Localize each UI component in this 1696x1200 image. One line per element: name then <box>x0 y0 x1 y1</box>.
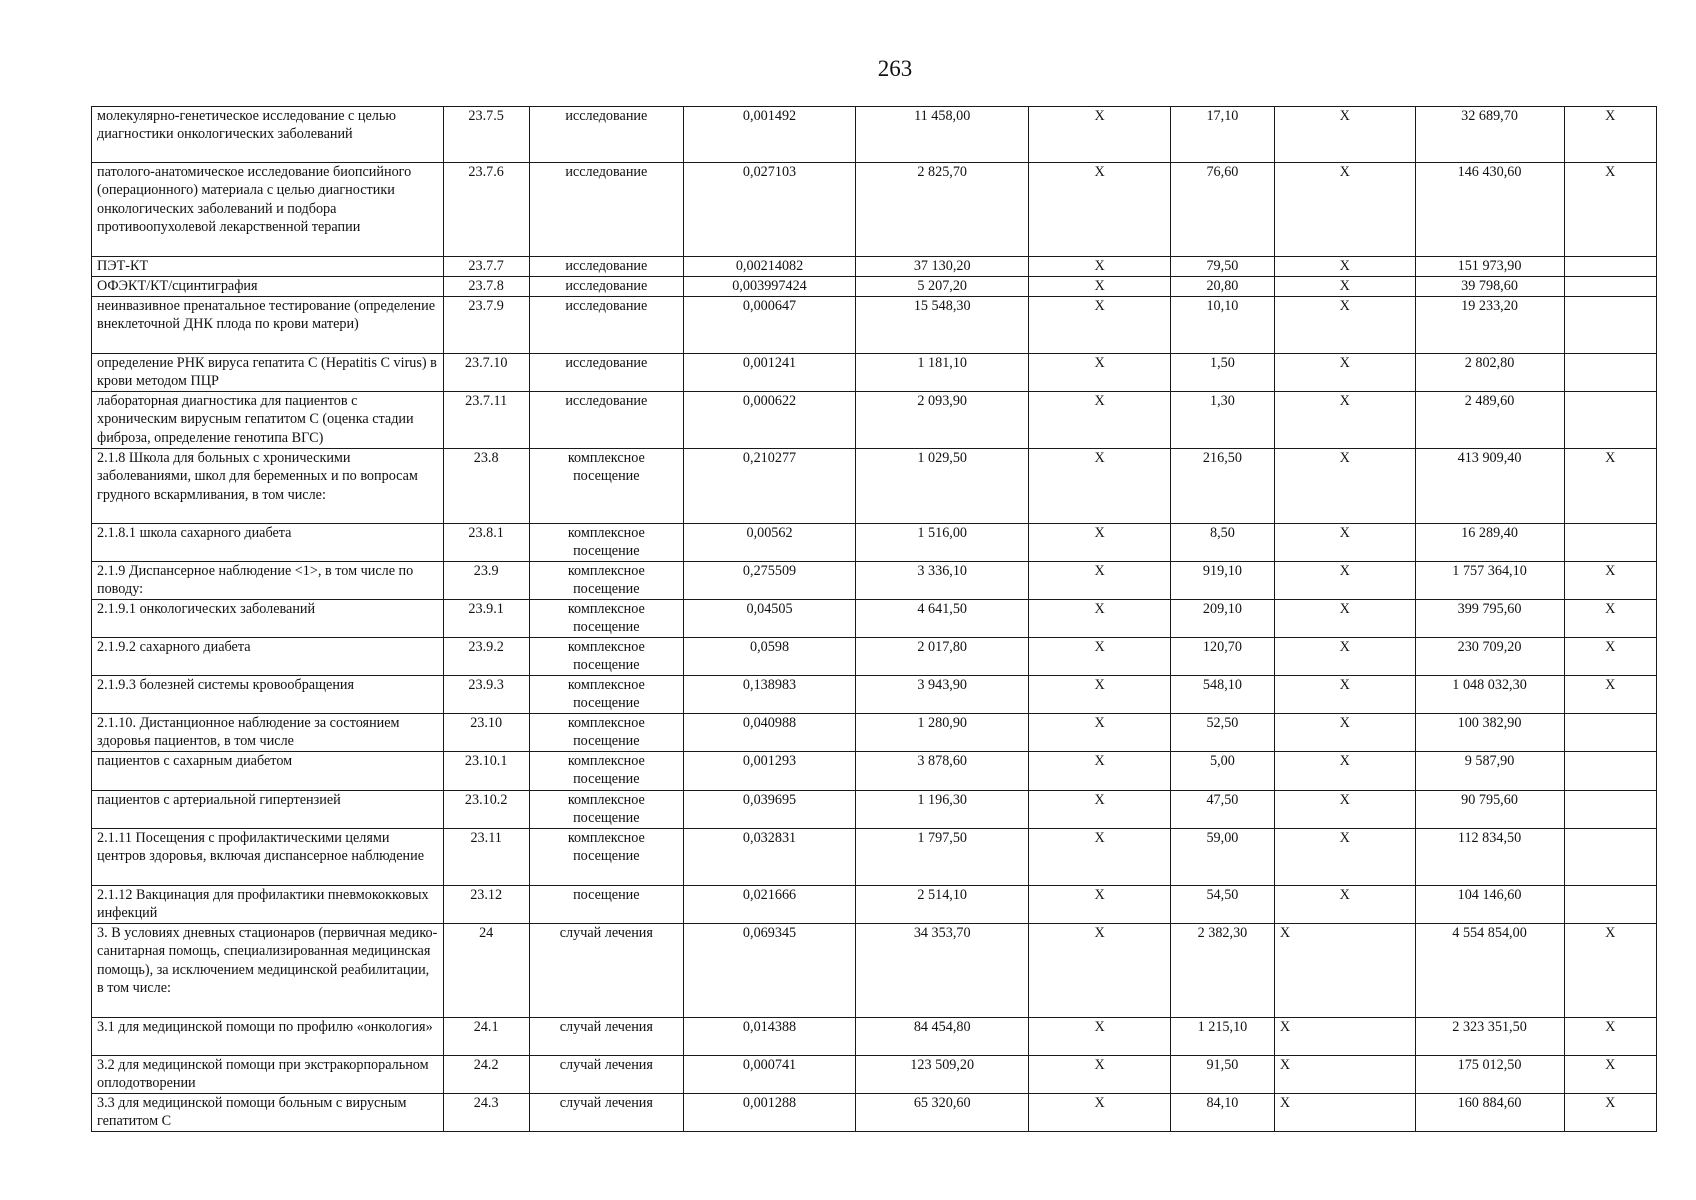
row-code-cell: 23.7.9 <box>443 297 529 354</box>
row-col9-cell: 160 884,60 <box>1415 1094 1564 1132</box>
row-col7-cell: 84,10 <box>1170 1094 1274 1132</box>
table-row <box>92 886 1657 924</box>
row-norm-cell: 0,210277 <box>683 449 855 524</box>
row-cost-cell: 84 454,80 <box>856 1018 1029 1056</box>
row-code-cell: 23.8 <box>443 449 529 524</box>
row-col6-cell: X <box>1029 163 1171 257</box>
row-col8-cell: X <box>1274 297 1415 354</box>
row-col10-cell <box>1564 392 1656 449</box>
row-col9-cell: 1 757 364,10 <box>1415 562 1564 600</box>
row-col7-cell: 2 382,30 <box>1170 924 1274 1018</box>
table-row <box>92 1094 1657 1132</box>
row-cost-cell: 1 181,10 <box>856 354 1029 392</box>
table-row <box>92 600 1657 638</box>
row-cost-cell: 2 093,90 <box>856 392 1029 449</box>
row-unit-cell: исследование <box>529 354 683 392</box>
row-cost-cell: 34 353,70 <box>856 924 1029 1018</box>
row-col6-cell: X <box>1029 449 1171 524</box>
row-col7-cell: 76,60 <box>1170 163 1274 257</box>
row-col6-cell: X <box>1029 562 1171 600</box>
row-name-cell: 2.1.10. Дистанционное наблюдение за состоянием здоровья пациентов, в том числе <box>92 714 444 752</box>
row-col10-cell <box>1564 277 1656 297</box>
row-col8-cell: X <box>1274 107 1415 163</box>
row-col7-cell: 1,50 <box>1170 354 1274 392</box>
row-col7-cell: 1 215,10 <box>1170 1018 1274 1056</box>
row-col6-cell: X <box>1029 791 1171 829</box>
row-code-cell: 23.7.11 <box>443 392 529 449</box>
row-col9-cell: 9 587,90 <box>1415 752 1564 791</box>
row-cost-cell: 1 029,50 <box>856 449 1029 524</box>
row-col10-cell <box>1564 524 1656 562</box>
row-col10-cell: X <box>1564 107 1656 163</box>
row-name-cell: 2.1.8 Школа для больных с хроническими заболеваниями, школ для беременных и по вопросам грудного вскармливания, в том числе: <box>92 449 444 524</box>
row-code-cell: 23.9.2 <box>443 638 529 676</box>
row-col7-cell: 5,00 <box>1170 752 1274 791</box>
row-unit-cell: исследование <box>529 297 683 354</box>
row-col6-cell: X <box>1029 600 1171 638</box>
row-code-cell: 23.7.10 <box>443 354 529 392</box>
row-col6-cell: X <box>1029 829 1171 886</box>
row-col8-cell: X <box>1274 1018 1415 1056</box>
row-unit-cell: комплексное посещение <box>529 676 683 714</box>
row-col6-cell: X <box>1029 752 1171 791</box>
row-cost-cell: 1 797,50 <box>856 829 1029 886</box>
row-norm-cell: 0,001241 <box>683 354 855 392</box>
row-col9-cell: 112 834,50 <box>1415 829 1564 886</box>
row-norm-cell: 0,021666 <box>683 886 855 924</box>
row-col7-cell: 8,50 <box>1170 524 1274 562</box>
row-cost-cell: 15 548,30 <box>856 297 1029 354</box>
row-norm-cell: 0,001288 <box>683 1094 855 1132</box>
table-row <box>92 449 1657 524</box>
table-row <box>92 297 1657 354</box>
table-row <box>92 257 1657 277</box>
row-code-cell: 23.9.1 <box>443 600 529 638</box>
table-row <box>92 1056 1657 1094</box>
row-col9-cell: 2 323 351,50 <box>1415 1018 1564 1056</box>
row-col9-cell: 104 146,60 <box>1415 886 1564 924</box>
row-col9-cell: 90 795,60 <box>1415 791 1564 829</box>
row-col8-cell: X <box>1274 886 1415 924</box>
row-code-cell: 23.9.3 <box>443 676 529 714</box>
row-unit-cell: комплексное посещение <box>529 791 683 829</box>
row-unit-cell: исследование <box>529 392 683 449</box>
row-col10-cell: X <box>1564 676 1656 714</box>
row-unit-cell: случай лечения <box>529 924 683 1018</box>
row-name-cell: ПЭТ-КТ <box>92 257 444 277</box>
row-unit-cell: комплексное посещение <box>529 714 683 752</box>
row-unit-cell: исследование <box>529 277 683 297</box>
table-row <box>92 277 1657 297</box>
row-cost-cell: 1 196,30 <box>856 791 1029 829</box>
row-col7-cell: 54,50 <box>1170 886 1274 924</box>
row-col6-cell: X <box>1029 277 1171 297</box>
row-col9-cell: 1 048 032,30 <box>1415 676 1564 714</box>
row-norm-cell: 0,00214082 <box>683 257 855 277</box>
table-row <box>92 676 1657 714</box>
table-row <box>92 107 1657 163</box>
row-cost-cell: 65 320,60 <box>856 1094 1029 1132</box>
row-col10-cell <box>1564 354 1656 392</box>
row-code-cell: 23.10 <box>443 714 529 752</box>
row-unit-cell: случай лечения <box>529 1018 683 1056</box>
row-col8-cell: X <box>1274 277 1415 297</box>
row-unit-cell: комплексное посещение <box>529 449 683 524</box>
row-col8-cell: X <box>1274 600 1415 638</box>
row-norm-cell: 0,069345 <box>683 924 855 1018</box>
row-col10-cell <box>1564 714 1656 752</box>
row-code-cell: 24.2 <box>443 1056 529 1094</box>
table-row <box>92 163 1657 257</box>
row-cost-cell: 3 336,10 <box>856 562 1029 600</box>
row-col10-cell: X <box>1564 1094 1656 1132</box>
row-norm-cell: 0,027103 <box>683 163 855 257</box>
row-col7-cell: 79,50 <box>1170 257 1274 277</box>
row-col9-cell: 146 430,60 <box>1415 163 1564 257</box>
row-col8-cell: X <box>1274 714 1415 752</box>
row-col10-cell <box>1564 257 1656 277</box>
row-col10-cell: X <box>1564 163 1656 257</box>
row-col7-cell: 47,50 <box>1170 791 1274 829</box>
row-norm-cell: 0,138983 <box>683 676 855 714</box>
row-col8-cell: X <box>1274 257 1415 277</box>
row-col9-cell: 16 289,40 <box>1415 524 1564 562</box>
row-code-cell: 23.8.1 <box>443 524 529 562</box>
row-name-cell: 2.1.9 Диспансерное наблюдение <1>, в том числе по поводу: <box>92 562 444 600</box>
row-code-cell: 23.7.6 <box>443 163 529 257</box>
table-row <box>92 791 1657 829</box>
row-norm-cell: 0,001293 <box>683 752 855 791</box>
row-col9-cell: 32 689,70 <box>1415 107 1564 163</box>
row-unit-cell: комплексное посещение <box>529 600 683 638</box>
row-code-cell: 23.10.2 <box>443 791 529 829</box>
table-row <box>92 638 1657 676</box>
row-col6-cell: X <box>1029 524 1171 562</box>
row-col6-cell: X <box>1029 354 1171 392</box>
row-col9-cell: 230 709,20 <box>1415 638 1564 676</box>
page-number: 263 <box>877 56 913 81</box>
row-code-cell: 23.12 <box>443 886 529 924</box>
row-col8-cell: X <box>1274 924 1415 1018</box>
row-name-cell: 2.1.12 Вакцинация для профилактики пневмококковых инфекций <box>92 886 444 924</box>
row-cost-cell: 11 458,00 <box>856 107 1029 163</box>
row-cost-cell: 2 825,70 <box>856 163 1029 257</box>
row-name-cell: неинвазивное пренатальное тестирование (определение внеклеточной ДНК плода по крови матери) <box>92 297 444 354</box>
row-name-cell: 3. В условиях дневных стационаров (первичная медико-санитарная помощь, специализированная медицинская помощь), за исключением медицинской реабилитации, в том числе: <box>92 924 444 1018</box>
row-col10-cell <box>1564 297 1656 354</box>
row-col8-cell: X <box>1274 524 1415 562</box>
row-cost-cell: 3 943,90 <box>856 676 1029 714</box>
row-name-cell: лабораторная диагностика для пациентов с хроническим вирусным гепатитом С (оценка стадии фиброза, определение генотипа ВГС) <box>92 392 444 449</box>
row-unit-cell: посещение <box>529 886 683 924</box>
table-row <box>92 829 1657 886</box>
row-col7-cell: 17,10 <box>1170 107 1274 163</box>
row-unit-cell: исследование <box>529 107 683 163</box>
row-unit-cell: комплексное посещение <box>529 752 683 791</box>
row-col6-cell: X <box>1029 1094 1171 1132</box>
row-name-cell: молекулярно-генетическое исследование с целью диагностики онкологических заболеваний <box>92 107 444 163</box>
row-name-cell: патолого-анатомическое исследование биопсийного (операционного) материала с целью диагностики онкологических заболеваний и подбора противоопухолевой лекарственной терапии <box>92 163 444 257</box>
row-norm-cell: 0,0598 <box>683 638 855 676</box>
row-name-cell: 3.2 для медицинской помощи при экстракорпоральном оплодотворении <box>92 1056 444 1094</box>
row-col8-cell: X <box>1274 354 1415 392</box>
row-name-cell: 3.3 для медицинской помощи больным с вирусным гепатитом С <box>92 1094 444 1132</box>
row-col8-cell: X <box>1274 392 1415 449</box>
row-code-cell: 23.7.8 <box>443 277 529 297</box>
row-code-cell: 24.3 <box>443 1094 529 1132</box>
row-col9-cell: 39 798,60 <box>1415 277 1564 297</box>
row-cost-cell: 1 516,00 <box>856 524 1029 562</box>
row-norm-cell: 0,000622 <box>683 392 855 449</box>
row-col10-cell <box>1564 752 1656 791</box>
row-col9-cell: 4 554 854,00 <box>1415 924 1564 1018</box>
row-col10-cell: X <box>1564 600 1656 638</box>
row-unit-cell: исследование <box>529 163 683 257</box>
row-col6-cell: X <box>1029 257 1171 277</box>
row-col8-cell: X <box>1274 562 1415 600</box>
row-col7-cell: 209,10 <box>1170 600 1274 638</box>
row-col7-cell: 20,80 <box>1170 277 1274 297</box>
row-name-cell: пациентов с артериальной гипертензией <box>92 791 444 829</box>
row-col8-cell: X <box>1274 829 1415 886</box>
row-col10-cell: X <box>1564 924 1656 1018</box>
table-row <box>92 524 1657 562</box>
row-col8-cell: X <box>1274 1056 1415 1094</box>
row-col10-cell <box>1564 791 1656 829</box>
table-row <box>92 752 1657 791</box>
row-code-cell: 24.1 <box>443 1018 529 1056</box>
row-col8-cell: X <box>1274 163 1415 257</box>
row-name-cell: 2.1.9.3 болезней системы кровообращения <box>92 676 444 714</box>
row-col8-cell: X <box>1274 752 1415 791</box>
row-col7-cell: 91,50 <box>1170 1056 1274 1094</box>
row-col10-cell: X <box>1564 1056 1656 1094</box>
row-unit-cell: случай лечения <box>529 1094 683 1132</box>
row-col9-cell: 2 489,60 <box>1415 392 1564 449</box>
table-row <box>92 1018 1657 1056</box>
row-code-cell: 23.7.5 <box>443 107 529 163</box>
row-norm-cell: 0,000647 <box>683 297 855 354</box>
row-col9-cell: 100 382,90 <box>1415 714 1564 752</box>
row-unit-cell: комплексное посещение <box>529 829 683 886</box>
row-unit-cell: комплексное посещение <box>529 638 683 676</box>
row-col10-cell: X <box>1564 1018 1656 1056</box>
row-col9-cell: 413 909,40 <box>1415 449 1564 524</box>
table-row <box>92 714 1657 752</box>
row-cost-cell: 2 514,10 <box>856 886 1029 924</box>
row-norm-cell: 0,040988 <box>683 714 855 752</box>
row-unit-cell: исследование <box>529 257 683 277</box>
row-col6-cell: X <box>1029 1056 1171 1094</box>
row-name-cell: 2.1.8.1 школа сахарного диабета <box>92 524 444 562</box>
row-norm-cell: 0,04505 <box>683 600 855 638</box>
row-col7-cell: 59,00 <box>1170 829 1274 886</box>
data-table <box>91 106 1657 1132</box>
row-name-cell: ОФЭКТ/КТ/сцинтиграфия <box>92 277 444 297</box>
row-col10-cell <box>1564 829 1656 886</box>
row-norm-cell: 0,003997424 <box>683 277 855 297</box>
row-code-cell: 24 <box>443 924 529 1018</box>
row-code-cell: 23.9 <box>443 562 529 600</box>
row-col6-cell: X <box>1029 297 1171 354</box>
row-unit-cell: случай лечения <box>529 1056 683 1094</box>
row-col9-cell: 2 802,80 <box>1415 354 1564 392</box>
row-unit-cell: комплексное посещение <box>529 524 683 562</box>
row-name-cell: пациентов с сахарным диабетом <box>92 752 444 791</box>
table-row <box>92 562 1657 600</box>
row-unit-cell: комплексное посещение <box>529 562 683 600</box>
row-norm-cell: 0,014388 <box>683 1018 855 1056</box>
row-cost-cell: 3 878,60 <box>856 752 1029 791</box>
row-code-cell: 23.7.7 <box>443 257 529 277</box>
row-norm-cell: 0,001492 <box>683 107 855 163</box>
row-col7-cell: 216,50 <box>1170 449 1274 524</box>
row-col6-cell: X <box>1029 638 1171 676</box>
table-row <box>92 924 1657 1018</box>
row-cost-cell: 1 280,90 <box>856 714 1029 752</box>
row-col8-cell: X <box>1274 449 1415 524</box>
row-norm-cell: 0,275509 <box>683 562 855 600</box>
row-cost-cell: 37 130,20 <box>856 257 1029 277</box>
row-col8-cell: X <box>1274 638 1415 676</box>
row-cost-cell: 5 207,20 <box>856 277 1029 297</box>
row-col6-cell: X <box>1029 107 1171 163</box>
row-col6-cell: X <box>1029 392 1171 449</box>
row-name-cell: 2.1.9.1 онкологических заболеваний <box>92 600 444 638</box>
row-col7-cell: 919,10 <box>1170 562 1274 600</box>
row-name-cell: 3.1 для медицинской помощи по профилю «онкология» <box>92 1018 444 1056</box>
row-col7-cell: 10,10 <box>1170 297 1274 354</box>
row-col10-cell: X <box>1564 562 1656 600</box>
row-col6-cell: X <box>1029 886 1171 924</box>
row-col9-cell: 151 973,90 <box>1415 257 1564 277</box>
table-row <box>92 392 1657 449</box>
row-norm-cell: 0,039695 <box>683 791 855 829</box>
table-row <box>92 354 1657 392</box>
row-cost-cell: 123 509,20 <box>856 1056 1029 1094</box>
row-col6-cell: X <box>1029 924 1171 1018</box>
row-cost-cell: 2 017,80 <box>856 638 1029 676</box>
row-code-cell: 23.11 <box>443 829 529 886</box>
row-col8-cell: X <box>1274 676 1415 714</box>
row-col10-cell <box>1564 886 1656 924</box>
row-code-cell: 23.10.1 <box>443 752 529 791</box>
row-name-cell: определение РНК вируса гепатита С (Hepatitis C virus) в крови методом ПЦР <box>92 354 444 392</box>
row-norm-cell: 0,000741 <box>683 1056 855 1094</box>
row-col6-cell: X <box>1029 676 1171 714</box>
row-name-cell: 2.1.9.2 сахарного диабета <box>92 638 444 676</box>
row-col8-cell: X <box>1274 791 1415 829</box>
table-body <box>92 107 1657 1132</box>
row-col7-cell: 1,30 <box>1170 392 1274 449</box>
row-col10-cell: X <box>1564 638 1656 676</box>
row-col7-cell: 548,10 <box>1170 676 1274 714</box>
row-col6-cell: X <box>1029 714 1171 752</box>
row-name-cell: 2.1.11 Посещения с профилактическими целями центров здоровья, включая диспансерное наблюдение <box>92 829 444 886</box>
row-norm-cell: 0,032831 <box>683 829 855 886</box>
row-col7-cell: 52,50 <box>1170 714 1274 752</box>
row-col6-cell: X <box>1029 1018 1171 1056</box>
row-col8-cell: X <box>1274 1094 1415 1132</box>
row-col7-cell: 120,70 <box>1170 638 1274 676</box>
row-col9-cell: 175 012,50 <box>1415 1056 1564 1094</box>
row-cost-cell: 4 641,50 <box>856 600 1029 638</box>
row-col9-cell: 19 233,20 <box>1415 297 1564 354</box>
row-col9-cell: 399 795,60 <box>1415 600 1564 638</box>
row-norm-cell: 0,00562 <box>683 524 855 562</box>
row-col10-cell: X <box>1564 449 1656 524</box>
